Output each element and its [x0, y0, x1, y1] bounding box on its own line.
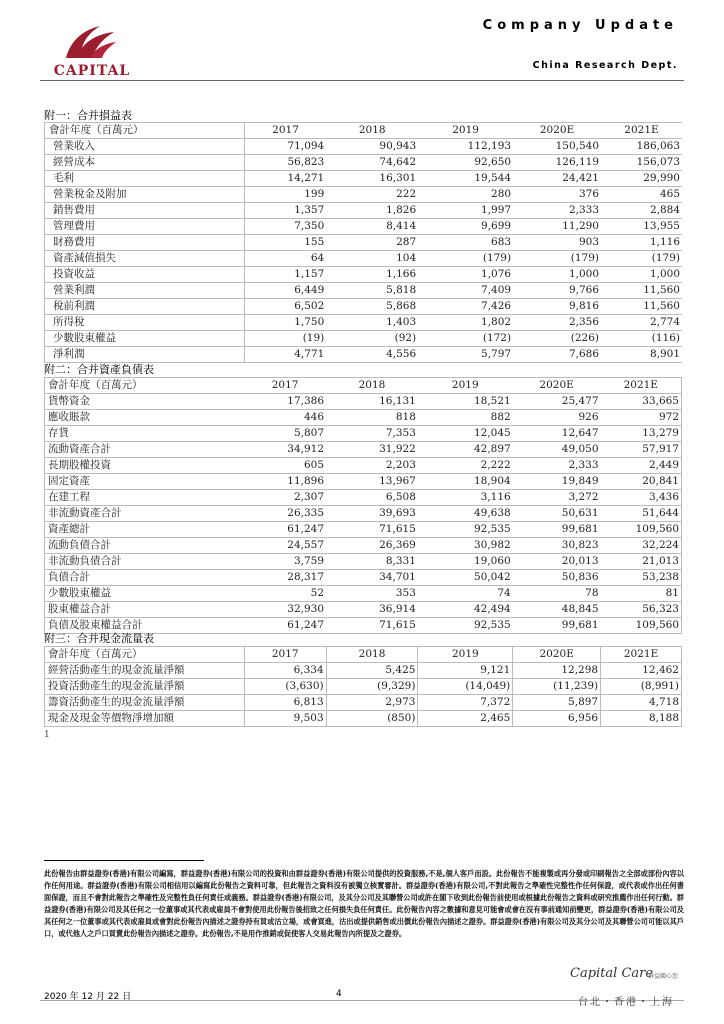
- cell-value: 1,802: [418, 315, 513, 331]
- cell-value: 446: [244, 410, 326, 426]
- cell-value: 818: [326, 410, 418, 426]
- table-row: [45, 522, 682, 538]
- cell-value: 29,990: [601, 171, 682, 187]
- row-label: 股東權益合計: [45, 602, 245, 618]
- cell-value: 56,823: [244, 155, 326, 171]
- column-header-year: 2018: [326, 378, 418, 394]
- income-statement-table: [44, 122, 682, 363]
- row-label: 少數股東權益: [45, 586, 245, 602]
- cell-value: 5,868: [326, 299, 418, 315]
- column-header-year: 2020E: [513, 378, 601, 394]
- header-divider: [40, 80, 684, 81]
- cell-value: 2,884: [601, 203, 682, 219]
- cell-value: 34,912: [244, 442, 326, 458]
- cell-value: 9,699: [418, 219, 513, 235]
- cell-value: 8,414: [326, 219, 418, 235]
- cell-value: 186,063: [601, 139, 682, 155]
- cell-value: 24,557: [244, 538, 326, 554]
- cashflow-table-title: 附三：合并現金流量表: [44, 632, 154, 645]
- cell-value: 5,807: [244, 426, 326, 442]
- cashflow-table: [44, 646, 682, 727]
- cell-value: 150,540: [513, 139, 601, 155]
- cell-value: 71,094: [244, 139, 326, 155]
- cell-value: 287: [326, 235, 418, 251]
- cell-value: (179): [601, 251, 682, 267]
- cell-value: 74,642: [326, 155, 418, 171]
- table-row: [45, 538, 682, 554]
- cell-value: 26,369: [326, 538, 418, 554]
- cell-value: 903: [513, 235, 601, 251]
- table-row: [45, 203, 683, 219]
- row-label: 淨利潤: [45, 347, 245, 363]
- table-row: [45, 458, 682, 474]
- cell-value: 99,681: [513, 522, 601, 538]
- row-label: 負債及股東權益合計: [45, 618, 245, 634]
- row-label: 資產減值損失: [45, 251, 245, 267]
- cell-value: 56,323: [601, 602, 682, 618]
- capital-care-brand: [570, 966, 686, 986]
- row-label: 資產總計: [45, 522, 245, 538]
- cell-value: 972: [601, 410, 682, 426]
- company-logo: [42, 22, 142, 84]
- cell-value: 7,372: [418, 695, 513, 711]
- cell-value: 1,826: [326, 203, 418, 219]
- cell-value: 51,644: [601, 506, 682, 522]
- report-type-title: Company Update: [482, 18, 678, 33]
- cell-value: 2,356: [513, 315, 601, 331]
- cell-value: 3,272: [513, 490, 601, 506]
- cell-value: 3,436: [601, 490, 682, 506]
- cell-value: 8,901: [601, 347, 682, 363]
- report-date: 2020 年 12 月 22 日: [44, 992, 132, 1002]
- cell-value: 4,556: [326, 347, 418, 363]
- cell-value: 199: [244, 187, 326, 203]
- cell-value: 36,914: [326, 602, 418, 618]
- table-row: [45, 187, 683, 203]
- column-header-year: 2019: [418, 123, 513, 139]
- cell-value: 30,823: [513, 538, 601, 554]
- cell-value: 376: [513, 187, 601, 203]
- column-header-year: 2019: [418, 378, 513, 394]
- cell-value: 11,560: [601, 299, 682, 315]
- cell-value: 81: [601, 586, 682, 602]
- cell-value: 39,693: [326, 506, 418, 522]
- cell-value: 21,013: [601, 554, 682, 570]
- table-row: [45, 442, 682, 458]
- cell-value: 3,759: [244, 554, 326, 570]
- row-label: 固定資產: [45, 474, 245, 490]
- cell-value: 9,766: [513, 283, 601, 299]
- cell-value: (3,630): [244, 679, 326, 695]
- cell-value: 7,686: [513, 347, 601, 363]
- row-label: 經營成本: [45, 155, 245, 171]
- cell-value: 50,836: [513, 570, 601, 586]
- cell-value: 2,307: [244, 490, 326, 506]
- cell-value: 2,333: [513, 458, 601, 474]
- row-label: 貨幣資金: [45, 394, 245, 410]
- cell-value: 78: [513, 586, 601, 602]
- cell-value: 17,386: [244, 394, 326, 410]
- row-label: 非流動負債合計: [45, 554, 245, 570]
- cell-value: 2,449: [601, 458, 682, 474]
- row-label: 流動資產合計: [45, 442, 245, 458]
- cell-value: 16,131: [326, 394, 418, 410]
- table-row: [45, 474, 682, 490]
- cell-value: 156,073: [601, 155, 682, 171]
- column-header-year: 2018: [326, 123, 418, 139]
- table-row: [45, 602, 682, 618]
- table-row: [45, 506, 682, 522]
- column-header-label: 會計年度（百萬元）: [45, 647, 245, 663]
- cell-value: 25,477: [513, 394, 601, 410]
- table-row: [45, 679, 682, 695]
- cell-value: 1,403: [326, 315, 418, 331]
- cell-value: 18,521: [418, 394, 513, 410]
- cell-value: 49,050: [513, 442, 601, 458]
- cell-value: (14,049): [418, 679, 513, 695]
- page-number: 4: [336, 989, 342, 999]
- row-label: 營業稅金及附加: [45, 187, 245, 203]
- row-label: 長期股權投資: [45, 458, 245, 474]
- cell-value: 42,897: [418, 442, 513, 458]
- cell-value: 7,353: [326, 426, 418, 442]
- column-header-label: 會計年度（百萬元）: [45, 378, 245, 394]
- table-row: [45, 554, 682, 570]
- table-row: [45, 586, 682, 602]
- table-row: [45, 171, 683, 187]
- brand-subtitle: 群益關心您: [648, 973, 679, 980]
- cell-value: 13,279: [601, 426, 682, 442]
- column-header-year: 2020E: [513, 123, 601, 139]
- column-header-year: 2017: [244, 647, 326, 663]
- row-label: 投資收益: [45, 267, 245, 283]
- cell-value: 74: [418, 586, 513, 602]
- cell-value: 19,849: [513, 474, 601, 490]
- table-row: [45, 299, 683, 315]
- cell-value: 465: [601, 187, 682, 203]
- table-header-row: [45, 647, 682, 663]
- cell-value: 5,818: [326, 283, 418, 299]
- cell-value: 61,247: [244, 618, 326, 634]
- office-cities: 台北・香港・上海: [578, 997, 674, 1008]
- cell-value: 18,904: [418, 474, 513, 490]
- cell-value: 9,121: [418, 663, 513, 679]
- cell-value: 49,638: [418, 506, 513, 522]
- table-row: [45, 695, 682, 711]
- cell-value: (179): [513, 251, 601, 267]
- column-header-year: 2020E: [513, 647, 601, 663]
- cell-value: (179): [418, 251, 513, 267]
- table-row: [45, 490, 682, 506]
- column-header-year: 2019: [418, 647, 513, 663]
- table-row: [45, 235, 683, 251]
- logo-text: CAPITAL: [53, 63, 131, 79]
- cell-value: 2,203: [326, 458, 418, 474]
- table-row: [45, 331, 683, 347]
- table-row: [45, 267, 683, 283]
- stray-mark: 1: [44, 730, 50, 740]
- table-row: [45, 711, 682, 727]
- table-header-row: [45, 378, 682, 394]
- cell-value: (92): [326, 331, 418, 347]
- cell-value: 5,897: [513, 695, 601, 711]
- balance-table-title: 附二：合并資產負債表: [44, 363, 154, 376]
- row-label: 非流動資產合計: [45, 506, 245, 522]
- cell-value: 53,238: [601, 570, 682, 586]
- cell-value: 882: [418, 410, 513, 426]
- cell-value: 6,449: [244, 283, 326, 299]
- table-row: [45, 139, 683, 155]
- row-label: 在建工程: [45, 490, 245, 506]
- table-row: [45, 315, 683, 331]
- cell-value: 34,701: [326, 570, 418, 586]
- cell-value: 19,544: [418, 171, 513, 187]
- row-label: 稅前利潤: [45, 299, 245, 315]
- cell-value: 1,997: [418, 203, 513, 219]
- cell-value: 1,157: [244, 267, 326, 283]
- table-row: [45, 283, 683, 299]
- cell-value: 2,973: [326, 695, 418, 711]
- cell-value: 52: [244, 586, 326, 602]
- cell-value: 13,955: [601, 219, 682, 235]
- income-table-title: 附一：合并損益表: [44, 109, 132, 122]
- cell-value: 11,896: [244, 474, 326, 490]
- cell-value: 28,317: [244, 570, 326, 586]
- cell-value: (9,329): [326, 679, 418, 695]
- column-header-label: 會計年度（百萬元）: [45, 123, 245, 139]
- column-header-year: 2018: [326, 647, 418, 663]
- cell-value: 13,967: [326, 474, 418, 490]
- cell-value: 11,560: [601, 283, 682, 299]
- cell-value: 92,650: [418, 155, 513, 171]
- column-header-year: 2021E: [601, 647, 682, 663]
- balance-sheet-table: [44, 377, 682, 634]
- cell-value: 8,188: [601, 711, 682, 727]
- cell-value: (172): [418, 331, 513, 347]
- cell-value: (226): [513, 331, 601, 347]
- cell-value: 12,298: [513, 663, 601, 679]
- cell-value: 1,000: [601, 267, 682, 283]
- cell-value: 92,535: [418, 522, 513, 538]
- cell-value: 112,193: [418, 139, 513, 155]
- row-label: 負債合計: [45, 570, 245, 586]
- table-row: [45, 570, 682, 586]
- table-header-row: [45, 123, 683, 139]
- cell-value: 92,535: [418, 618, 513, 634]
- cell-value: 30,982: [418, 538, 513, 554]
- cell-value: 155: [244, 235, 326, 251]
- cell-value: 19,060: [418, 554, 513, 570]
- cell-value: 2,222: [418, 458, 513, 474]
- row-label: 少數股東權益: [45, 331, 245, 347]
- cell-value: 2,333: [513, 203, 601, 219]
- cell-value: 32,224: [601, 538, 682, 554]
- cell-value: 26,335: [244, 506, 326, 522]
- table-row: [45, 426, 682, 442]
- row-label: 營業收入: [45, 139, 245, 155]
- cell-value: 6,813: [244, 695, 326, 711]
- cell-value: 48,845: [513, 602, 601, 618]
- table-row: [45, 663, 682, 679]
- cell-value: 9,503: [244, 711, 326, 727]
- cell-value: 90,943: [326, 139, 418, 155]
- cell-value: (11,239): [513, 679, 601, 695]
- cell-value: 8,331: [326, 554, 418, 570]
- department-label: China Research Dept.: [532, 60, 678, 71]
- cell-value: 99,681: [513, 618, 601, 634]
- cell-value: 6,502: [244, 299, 326, 315]
- cell-value: 109,560: [601, 522, 682, 538]
- cell-value: 12,462: [601, 663, 682, 679]
- row-label: 籌資活動產生的現金流量淨額: [45, 695, 245, 711]
- cell-value: 1,166: [326, 267, 418, 283]
- table-row: [45, 251, 683, 267]
- column-header-year: 2021E: [601, 123, 682, 139]
- table-row: [45, 219, 683, 235]
- cell-value: 50,042: [418, 570, 513, 586]
- cell-value: 6,334: [244, 663, 326, 679]
- table-row: [45, 155, 683, 171]
- cell-value: 5,797: [418, 347, 513, 363]
- row-label: 經營活動產生的現金流量淨額: [45, 663, 245, 679]
- cell-value: 353: [326, 586, 418, 602]
- row-label: 毛利: [45, 171, 245, 187]
- cell-value: 12,647: [513, 426, 601, 442]
- cell-value: 1,000: [513, 267, 601, 283]
- row-label: 投資活動產生的現金流量淨額: [45, 679, 245, 695]
- column-header-year: 2017: [244, 378, 326, 394]
- cell-value: 2,465: [418, 711, 513, 727]
- cell-value: 6,508: [326, 490, 418, 506]
- row-label: 應收賬款: [45, 410, 245, 426]
- row-label: 銷售費用: [45, 203, 245, 219]
- row-label: 財務費用: [45, 235, 245, 251]
- cell-value: 1,750: [244, 315, 326, 331]
- row-label: 所得稅: [45, 315, 245, 331]
- cell-value: (8,991): [601, 679, 682, 695]
- cell-value: 32,930: [244, 602, 326, 618]
- cell-value: 222: [326, 187, 418, 203]
- cell-value: 605: [244, 458, 326, 474]
- cell-value: 16,301: [326, 171, 418, 187]
- cell-value: 5,425: [326, 663, 418, 679]
- cell-value: 926: [513, 410, 601, 426]
- footnote-divider: [44, 860, 204, 861]
- cell-value: 12,045: [418, 426, 513, 442]
- row-label: 營業利潤: [45, 283, 245, 299]
- disclaimer-text: 此份報告由群益證券(香港)有限公司編寫，群益證券(香港)有限公司的投資和由群益證券(香港)有限公司提供的投資服務,不是,個人客戶而設。此份報告不能複製或再分發或印刷報告之全部或部份內容以作任何用途。群益證券(香港)有限公司相信用以編寫此份報告之資料可靠，但此報告之資料沒有被獨立核實審計。群益證券(香港)有限公司,不對此報告之準確性完整性作任何保證，或代表或作出任何書面保證，而且不會對此報告之準確性及完整性負任何責任或義務。群益證券(香港)有限公司，及其分公司及其聯營公司或許在閣下收到此份報告前使用或根據此份報告之資料或研究推薦作出任何行動。群益證券(香港)有限公司及其任何之一位董事或其代表或雇員不會對使用此份報告後招致之任何損失負任何責任。此份報告內容之數據和意見可能會或會在沒有事前通知前變更，群益證券(香港)有限公司及其任何之一位董事或其代表或雇員或會對此份報告內描述之證券持有買或沽立場，或會買進，沽出或提供銷售或出價此份報告內描述之證券。群益證券(香港)有限公司及其分公司及其聯營公司可能以其戶口，或代他人之戶口買賣此份報告內描述之證券。此份報告,不是用作推銷或促使客人交易此報告內所提及之證券。: [44, 869, 684, 938]
- brand-script: Capital Care: [570, 966, 654, 981]
- cell-value: 20,013: [513, 554, 601, 570]
- cell-value: 2,774: [601, 315, 682, 331]
- cell-value: (19): [244, 331, 326, 347]
- cell-value: 64: [244, 251, 326, 267]
- cell-value: 104: [326, 251, 418, 267]
- cell-value: 4,771: [244, 347, 326, 363]
- cell-value: 71,615: [326, 618, 418, 634]
- cell-value: 20,841: [601, 474, 682, 490]
- row-label: 管理費用: [45, 219, 245, 235]
- cell-value: 71,615: [326, 522, 418, 538]
- cell-value: 11,290: [513, 219, 601, 235]
- cell-value: 42,494: [418, 602, 513, 618]
- row-label: 流動負債合計: [45, 538, 245, 554]
- cell-value: 24,421: [513, 171, 601, 187]
- table-row: [45, 410, 682, 426]
- capital-logo-icon: [60, 22, 120, 62]
- cell-value: 109,560: [601, 618, 682, 634]
- cell-value: 1,357: [244, 203, 326, 219]
- table-row: [45, 394, 682, 410]
- cell-value: 280: [418, 187, 513, 203]
- cell-value: 14,271: [244, 171, 326, 187]
- column-header-year: 2017: [244, 123, 326, 139]
- cell-value: (116): [601, 331, 682, 347]
- column-header-year: 2021E: [601, 378, 682, 394]
- cell-value: 126,119: [513, 155, 601, 171]
- cell-value: 7,409: [418, 283, 513, 299]
- cell-value: (850): [326, 711, 418, 727]
- cell-value: 33,665: [601, 394, 682, 410]
- cell-value: 3,116: [418, 490, 513, 506]
- cell-value: 50,631: [513, 506, 601, 522]
- cell-value: 7,426: [418, 299, 513, 315]
- cell-value: 1,116: [601, 235, 682, 251]
- cell-value: 6,956: [513, 711, 601, 727]
- cell-value: 9,816: [513, 299, 601, 315]
- row-label: 存貨: [45, 426, 245, 442]
- cell-value: 1,076: [418, 267, 513, 283]
- cell-value: 683: [418, 235, 513, 251]
- cell-value: 4,718: [601, 695, 682, 711]
- cell-value: 31,922: [326, 442, 418, 458]
- cell-value: 7,350: [244, 219, 326, 235]
- cell-value: 57,917: [601, 442, 682, 458]
- row-label: 現金及現金等價物淨增加額: [45, 711, 245, 727]
- cell-value: 61,247: [244, 522, 326, 538]
